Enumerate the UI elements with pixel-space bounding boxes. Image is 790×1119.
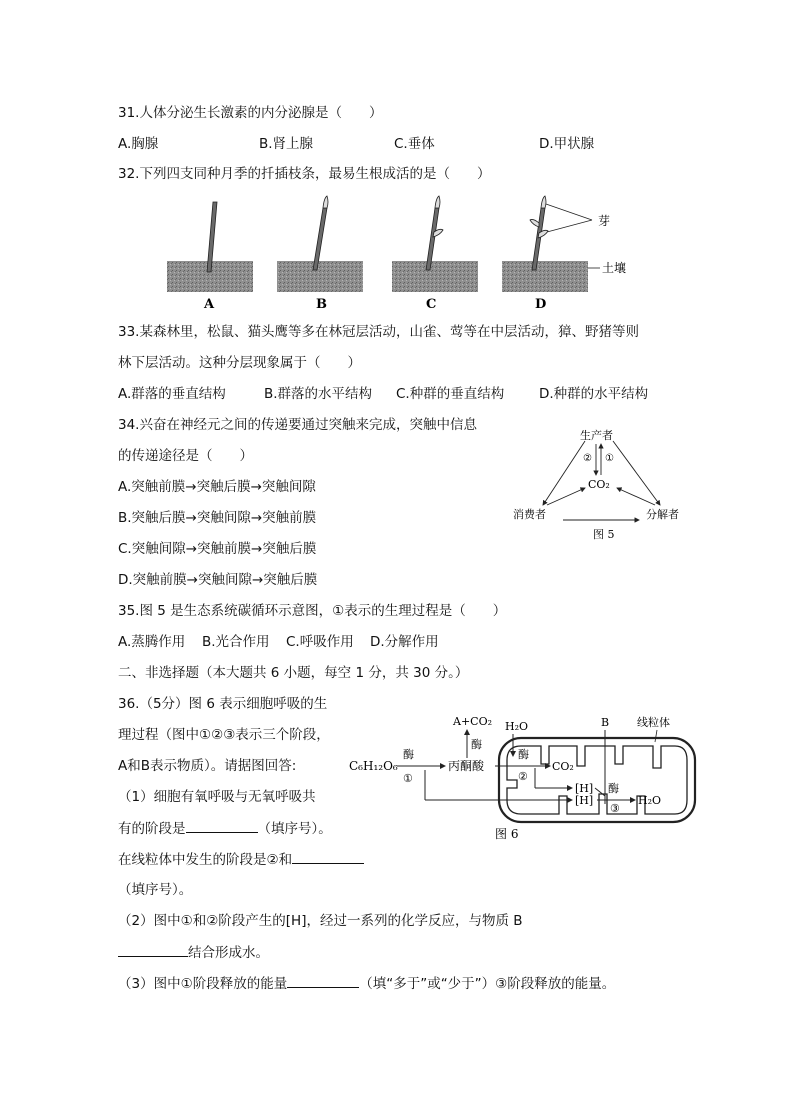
q36-part3-hint: （填“多于”或“少于”）③阶段释放的能量。 (359, 976, 616, 992)
consumer-label: 消费者 (513, 508, 546, 521)
q33-option-b: B.群落的水平结构 (264, 386, 373, 402)
q33-line2: 林下层活动。这种分层现象属于（ ） (118, 355, 361, 371)
answer-blank-1[interactable] (186, 819, 258, 833)
co2-label: CO₂ (588, 478, 610, 491)
pyruvate-label: 丙酮酸 (448, 759, 485, 773)
q31-option-a: A.胸腺 (118, 136, 159, 152)
q34-option-c: C.突触间隙→突触前膜→突触后膜 (118, 541, 317, 557)
q34-option-d: D.突触前膜→突触间隙→突触后膜 (118, 572, 318, 588)
fig6-caption: 图 6 (495, 827, 519, 841)
stem-d (532, 208, 545, 270)
q34-option-b: B.突触后膜→突触间隙→突触前膜 (118, 510, 317, 526)
co2-product: CO₂ (552, 760, 574, 773)
h-label-2: [H] (575, 794, 594, 807)
q31-option-c: C.垂体 (394, 136, 435, 152)
stage-2-marker: ② (518, 770, 528, 783)
cell-respiration-figure (345, 708, 705, 844)
b-label: B (601, 716, 610, 729)
q31-option-d: D.甲状腺 (539, 136, 595, 152)
q33-option-d: D.种群的水平结构 (539, 386, 649, 402)
q33-option-a: A.群落的垂直结构 (118, 386, 226, 402)
mark-1: ① (605, 453, 614, 464)
cutting-figure (160, 190, 660, 315)
q36-part3-text: （3）图中①阶段释放的能量 (118, 976, 288, 992)
cutting-label-b: B (316, 297, 327, 312)
decomposer-label: 分解者 (646, 508, 679, 521)
fig5-caption: 图 5 (593, 528, 615, 541)
producer-label: 生产者 (580, 429, 613, 442)
q36-mito-text: 在线粒体中发生的阶段是②和 (118, 852, 293, 868)
bud-label: 芽 (598, 214, 611, 228)
soil-block-c (392, 261, 478, 292)
cutting-label-d: D (535, 297, 547, 312)
h-label-1: [H] (575, 782, 594, 795)
q36-line3: A和B表示物质）。请据图回答: (118, 758, 297, 774)
q36-line4: （1）细胞有氧呼吸与无氧呼吸共 (118, 789, 316, 805)
q36-line6 (118, 850, 364, 869)
answer-blank-2[interactable] (292, 850, 364, 864)
answer-blank-3[interactable] (118, 943, 188, 957)
q34-line2: 的传递途径是（ ） (118, 448, 253, 464)
section2-heading: 二、非选择题（本大题共 6 小题，每空 1 分，共 30 分。） (118, 665, 469, 681)
enzyme-3: 酶 (518, 748, 529, 761)
soil-label: 土壤 (602, 261, 627, 275)
cutting-label-a: A (204, 297, 215, 312)
q35-stem: 35.图 5 是生态系统碳循环示意图，①表示的生理过程是（ ） (118, 603, 507, 619)
q35-option-b: B.光合作用 (202, 634, 270, 650)
q35-option-c: C.呼吸作用 (286, 634, 354, 650)
q36-line8: （2）图中①和②阶段产生的[H]，经过一系列的化学反应，与物质 B (118, 913, 523, 929)
q31-stem: 31.人体分泌生长激素的内分泌腺是（ ） (118, 105, 383, 121)
stem-b (313, 208, 327, 270)
q36-line2: 理过程（图中①②③表示三个阶段， (118, 727, 330, 743)
q32-stem: 32.下列四支同种月季的扦插枝条，最易生根成活的是（ ） (118, 166, 491, 182)
bud-d-top (541, 196, 546, 208)
carbon-cycle-figure (505, 425, 705, 545)
q36-part1-hint: （填序号）。 (257, 821, 332, 837)
q36-part1-text: 有的阶段是 (118, 821, 186, 837)
bud-c-top (435, 196, 440, 208)
q36-part2-tail: 结合形成水。 (188, 945, 269, 961)
bud-b-top (323, 196, 328, 208)
stem-c (426, 208, 439, 270)
q31-option-b: B.肾上腺 (259, 136, 314, 152)
q36-line1: 36.（5分）图 6 表示细胞呼吸的生 (118, 696, 328, 712)
q33-line1: 33.某森林里，松鼠、猫头鹰等多在林冠层活动，山雀、莺等在中层活动，獐、野猪等则 (118, 324, 639, 340)
stage-1-marker: ① (403, 772, 413, 785)
water-product: H₂O (638, 794, 662, 807)
h2o-input-label: H₂O (505, 720, 529, 733)
soil-block-b (277, 261, 363, 292)
q35-option-a: A.蒸腾作用 (118, 634, 186, 650)
q36-line10 (118, 974, 615, 993)
q36-line5 (118, 819, 332, 838)
enzyme-4: 酶 (608, 782, 619, 795)
enzyme-2: 酶 (471, 738, 482, 751)
q34-line1: 34.兴奋在神经元之间的传递要通过突触来完成，突触中信息 (118, 417, 477, 433)
mitochondrion-label: 线粒体 (637, 716, 670, 729)
q35-option-d: D.分解作用 (370, 634, 439, 650)
a-co2-label: A+CO₂ (453, 715, 493, 728)
cutting-label-c: C (426, 297, 437, 312)
soil-block-d (502, 261, 588, 292)
q34-option-a: A.突触前膜→突触后膜→突触间隙 (118, 479, 316, 495)
q33-option-c: C.种群的垂直结构 (396, 386, 505, 402)
answer-blank-4[interactable] (287, 974, 359, 988)
bud-d-side-1 (530, 219, 539, 227)
glucose-label: C₆H₁₂O₆ (349, 759, 398, 773)
enzyme-1: 酶 (403, 748, 414, 761)
q36-line7: （填序号）。 (118, 882, 193, 898)
q36-line9 (118, 943, 269, 962)
stage-3-marker: ③ (610, 802, 620, 815)
mark-2: ② (583, 453, 592, 464)
